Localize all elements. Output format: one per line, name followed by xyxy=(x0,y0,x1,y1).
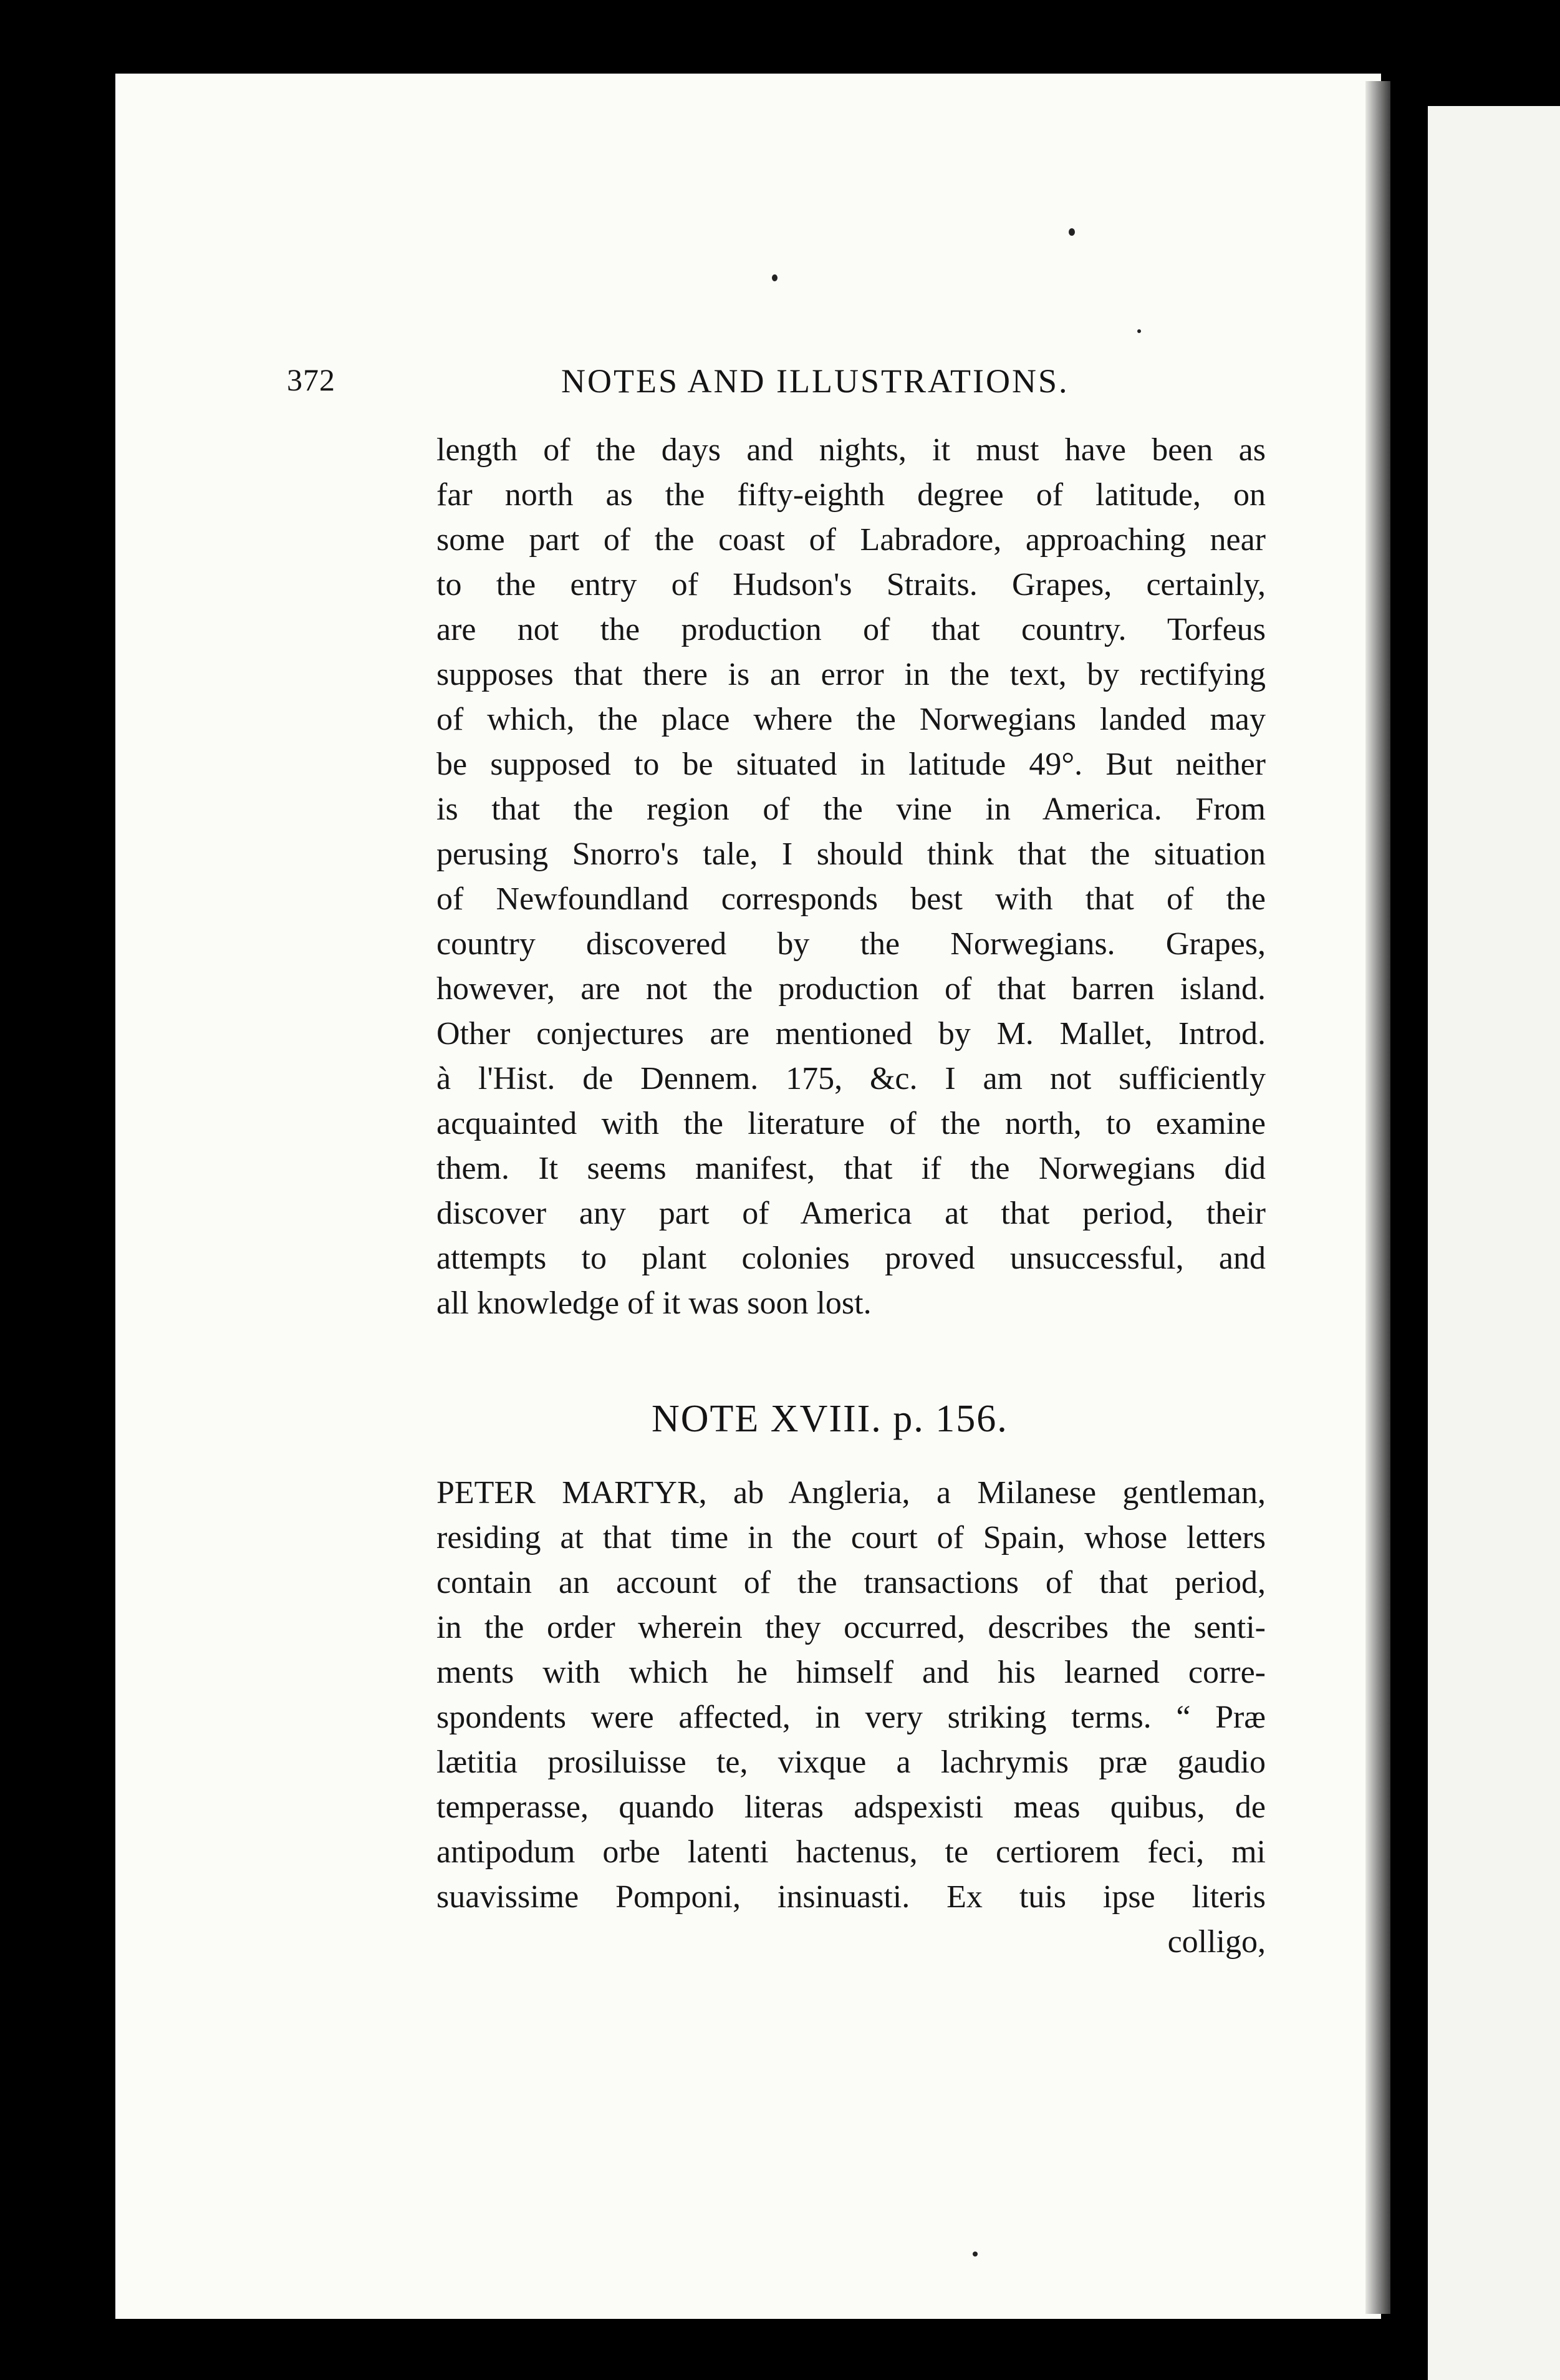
text-line: however, are not the production of that barren island. xyxy=(436,971,1266,1007)
text-line: discover any part of America at that period, their xyxy=(436,1196,1266,1231)
text-line: spondents were affected, in very striking terms. “ Præ xyxy=(436,1700,1266,1735)
text-line: are not the production of that country. Torfeus xyxy=(436,612,1266,647)
text-line: to the entry of Hudson's Straits. Grapes, certainly, xyxy=(436,567,1266,602)
text-line: perusing Snorro's tale, I should think that the situation xyxy=(436,836,1266,872)
text-line: supposes that there is an error in the text, by rectifying xyxy=(436,657,1266,692)
text-line: Other conjectures are mentioned by M. Mallet, Introd. xyxy=(436,1016,1266,1052)
text-line: PETER MARTYR, ab Angleria, a Milanese gentleman, xyxy=(436,1475,1266,1511)
running-head xyxy=(287,362,1297,412)
scan-left-edge xyxy=(0,0,115,2380)
text-line: ments with which he himself and his learned corre- xyxy=(436,1655,1266,1690)
text-line: them. It seems manifest, that if the Norwegians did xyxy=(436,1151,1266,1186)
running-title: NOTES AND ILLUSTRATIONS. xyxy=(561,362,1069,400)
note-xviii-paragraph xyxy=(436,1471,1266,1965)
facing-page-edge xyxy=(1428,106,1560,2380)
text-line: some part of the coast of Labradore, approaching near xyxy=(436,522,1266,558)
text-line: all knowledge of it was soon lost. xyxy=(436,1285,872,1321)
text-line: length of the days and nights, it must have been as xyxy=(436,432,1266,468)
text-line: country discovered by the Norwegians. Grapes, xyxy=(436,926,1266,962)
ink-speck xyxy=(973,2252,978,2257)
text-line: suavissime Pomponi, insinuasti. Ex tuis ipse literis xyxy=(436,1879,1266,1915)
text-line: in the order wherein they occurred, describes the senti- xyxy=(436,1610,1266,1645)
ink-speck xyxy=(1069,228,1075,236)
text-line: far north as the fifty-eighth degree of latitude, on xyxy=(436,477,1266,513)
catchword: colligo, xyxy=(1167,1924,1266,1960)
text-line: contain an account of the transactions of that period, xyxy=(436,1565,1266,1600)
note-continuation-paragraph xyxy=(436,428,1266,1326)
text-line: acquainted with the literature of the north, to examine xyxy=(436,1106,1266,1141)
ink-speck xyxy=(772,274,778,281)
page-number: 372 xyxy=(287,362,335,397)
text-line: lætitia prosiluisse te, vixque a lachrymis præ gaudio xyxy=(436,1744,1266,1780)
text-line: attempts to plant colonies proved unsuccessful, and xyxy=(436,1241,1266,1276)
text-line: à l'Hist. de Dennem. 175, &c. I am not sufficiently xyxy=(436,1061,1266,1096)
text-line: of which, the place where the Norwegians landed may xyxy=(436,702,1266,737)
page-gutter-shadow xyxy=(1365,81,1390,2314)
text-line: residing at that time in the court of Spain, whose letters xyxy=(436,1520,1266,1555)
text-line: temperasse, quando literas adspexisti meas quibus, de xyxy=(436,1789,1266,1825)
text-line: be supposed to be situated in latitude 49°. But neither xyxy=(436,747,1266,782)
text-line: is that the region of the vine in America. From xyxy=(436,791,1266,827)
ink-speck xyxy=(1137,329,1141,333)
text-line: antipodum orbe latenti hactenus, te certiorem feci, mi xyxy=(436,1834,1266,1870)
note-heading: NOTE XVIII. p. 156. xyxy=(652,1398,1008,1440)
text-line: of Newfoundland corresponds best with that of the xyxy=(436,881,1266,917)
